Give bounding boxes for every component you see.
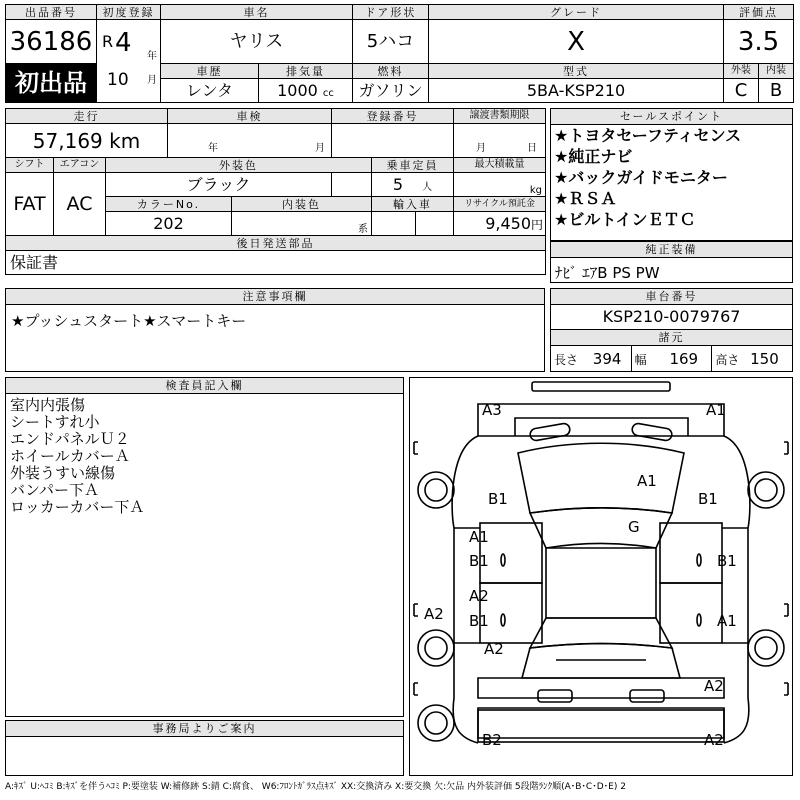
inspector-line-2: シートすれ小: [10, 413, 100, 431]
transfer-label: 譲渡書類期限: [454, 109, 546, 124]
reg-month: 10: [107, 70, 129, 90]
mark-a2-left-side: A2: [424, 605, 444, 623]
inspection-cell: [168, 124, 332, 158]
color-aux: [332, 173, 372, 197]
ac-label: エアコン: [54, 158, 106, 173]
mark-a2-left-rear-wheel: A2: [484, 640, 504, 658]
displacement-label: 排気量: [259, 64, 353, 79]
office-box: [5, 720, 404, 776]
reg-year-unit: 年: [147, 51, 157, 62]
inspector-line-4: ホイールカバーＡ: [10, 447, 130, 465]
type-label: 型式: [429, 64, 724, 79]
first-time-badge: 初出品: [6, 64, 97, 103]
inspector-label: 検査員記入欄: [6, 378, 403, 394]
mark-b1-right-front-door: B1: [717, 552, 737, 570]
int-score: B: [759, 79, 794, 103]
length-value: 394: [592, 350, 622, 368]
office-label: 事務局よりご案内: [6, 721, 403, 737]
dims-label: 諸元: [551, 330, 792, 346]
sales-point-2: ★純正ナビ: [554, 147, 633, 166]
recycle-unit: 円: [531, 217, 544, 232]
capacity-unit: 人: [422, 181, 433, 193]
recycle-value: 9,450: [485, 213, 532, 233]
inspector-line-5: 外装うすい線傷: [10, 464, 116, 482]
sales-point-5: ★ビルトインＥＴＣ: [554, 210, 696, 229]
sales-points-label: セールスポイント: [551, 109, 792, 125]
height-label: 高さ: [715, 353, 740, 367]
mileage-cell: [6, 124, 168, 158]
mileage-value: 57,169: [32, 128, 103, 153]
mark-a1-hood: A1: [637, 472, 657, 490]
color-no-label: カラーNo.: [106, 197, 232, 212]
mark-a2-rear-right: A2: [704, 731, 724, 749]
mark-b1-right-front-wheel: B1: [698, 490, 718, 508]
inspector-line-7: ロッカーカバー下Ａ: [10, 498, 145, 516]
displacement-cell: [259, 79, 353, 103]
parts-label: 後日発送部品: [6, 236, 546, 251]
width-value: 169: [669, 350, 699, 368]
mark-b1-left-rear-door: B1: [469, 612, 489, 630]
inspection-year-unit: 年: [208, 143, 218, 154]
ac-value: AC: [54, 173, 106, 236]
reg-year: 4: [115, 28, 132, 58]
inspection-month-unit: 月: [315, 143, 325, 154]
shift-label: シフト: [6, 158, 54, 173]
plate-value: [332, 124, 454, 158]
car-diagram: [410, 378, 792, 775]
mark-b2-rear-left: B2: [482, 731, 502, 749]
capacity-value: 5: [392, 174, 404, 194]
reg-date-cell: [97, 20, 161, 103]
load-label: 最大積載量: [454, 158, 546, 173]
sales-point-4: ★ＲＳＡ: [554, 189, 617, 208]
displacement-unit: cc: [322, 87, 334, 99]
ext-score: C: [724, 79, 759, 103]
model-label: 車名: [161, 5, 353, 20]
plate-label: 登録番号: [332, 109, 454, 124]
inspector-line-3: エンドパネルＵ２: [10, 430, 130, 448]
int-color-label: 内装色: [232, 197, 372, 212]
import-label: 輸入車: [372, 197, 454, 212]
mark-g-windshield: G: [628, 518, 640, 536]
mileage-unit: km: [109, 128, 141, 153]
inspection-label: 車検: [168, 109, 332, 124]
equipment-box: [550, 241, 793, 283]
color-value: ブラック: [106, 173, 332, 197]
recycle-label: リサイクル預託金: [454, 197, 546, 212]
mark-a2-left-rear-door: A2: [469, 587, 489, 605]
mark-a2-right-rear: A2: [704, 677, 724, 695]
mark-a3-front-left: A3: [482, 401, 502, 419]
shift-value: FAT: [6, 173, 54, 236]
width-cell: [632, 346, 713, 372]
color-label: 外装色: [106, 158, 372, 173]
reg-era: R: [102, 32, 114, 51]
int-color-unit: 系: [232, 212, 372, 236]
reg-label: 初度登録: [97, 5, 161, 20]
mark-a1-right-rear-door: A1: [717, 612, 737, 630]
mark-b1-left-front-wheel: B1: [488, 490, 508, 508]
int-label: 内装: [759, 64, 794, 79]
door-type: 5ハコ: [353, 20, 429, 64]
displacement-value: 1000: [277, 80, 318, 100]
history-value: レンタ: [161, 79, 259, 103]
import-value-left: [372, 212, 416, 236]
parts-value: 保証書: [6, 251, 546, 275]
length-label: 長さ: [554, 353, 579, 367]
fuel-label: 燃料: [353, 64, 429, 79]
mark-a1-front-right: A1: [706, 401, 726, 419]
lot-number: 36186: [6, 20, 97, 64]
dims-row: [551, 346, 792, 372]
lot-label: 出品番号: [6, 5, 97, 20]
reg-month-unit: 月: [147, 75, 157, 86]
grade-value: X: [429, 20, 724, 64]
color-no-value: 202: [106, 212, 232, 236]
legend-text: A:ｷｽﾞ U:ﾍｺﾐ B:ｷｽﾞを伴うﾍｺﾐ P:要塗装 W:補修跡 S:錆 C:腐食、 W6:ﾌﾛﾝﾄｶﾞﾗｽ点ｷｽﾞ XX:交換済み X:要交換 欠:欠品 内外装評価 5段階ﾗﾝｸ順(A･B･C･D･E) 2: [5, 782, 626, 792]
transfer-day-unit: 日: [527, 143, 538, 154]
mileage-label: 走行: [6, 109, 168, 124]
inspector-line-1: 室内内張傷: [10, 396, 86, 414]
inspector-lines: [6, 394, 403, 516]
chassis-number: KSP210-0079767: [551, 305, 792, 330]
recycle-cell: [454, 212, 546, 236]
equipment-label: 純正装備: [551, 242, 792, 258]
score-value: 3.5: [724, 20, 794, 64]
width-label: 幅: [634, 353, 647, 367]
capacity-label: 乗車定員: [372, 158, 454, 173]
chassis-label: 車台番号: [551, 289, 792, 305]
equipment-value: ﾅﾋﾞ ｴｱB PS PW: [555, 264, 660, 282]
height-cell: [712, 346, 792, 372]
type-value: 5BA-KSP210: [429, 79, 724, 103]
notes-box: [5, 288, 545, 372]
transfer-month-unit: 月: [476, 143, 487, 154]
fuel-value: ガソリン: [353, 79, 429, 103]
history-label: 車歴: [161, 64, 259, 79]
sales-point-3: ★バックガイドモニター: [554, 168, 728, 187]
length-cell: [551, 346, 632, 372]
vehicle-info-table: [5, 108, 546, 275]
mark-b1-left-front-door: B1: [469, 552, 489, 570]
inspector-box: [5, 377, 404, 717]
notes-value: ★プッシュスタート★スマートキー: [11, 312, 247, 330]
inspector-line-6: バンパー下Ａ: [10, 481, 99, 499]
car-diagram-box: [409, 377, 793, 776]
chassis-box: [550, 288, 793, 372]
model-name: ヤリス: [161, 20, 353, 64]
score-label: 評価点: [724, 5, 794, 20]
import-value-right: [416, 212, 454, 236]
sales-point-1: ★トヨタセーフティセンス: [554, 126, 742, 145]
ext-label: 外装: [724, 64, 759, 79]
height-value: 150: [750, 350, 779, 368]
mark-a1-left-front-door: A1: [469, 528, 489, 546]
grade-label: グレード: [429, 5, 724, 20]
load-unit: kg: [454, 173, 546, 197]
header-table: [5, 4, 794, 103]
transfer-cell: [454, 124, 546, 158]
capacity-cell: [372, 173, 454, 197]
door-label: ドア形状: [353, 5, 429, 20]
sales-points-box: [550, 108, 793, 241]
notes-label: 注意事項欄: [6, 289, 544, 305]
